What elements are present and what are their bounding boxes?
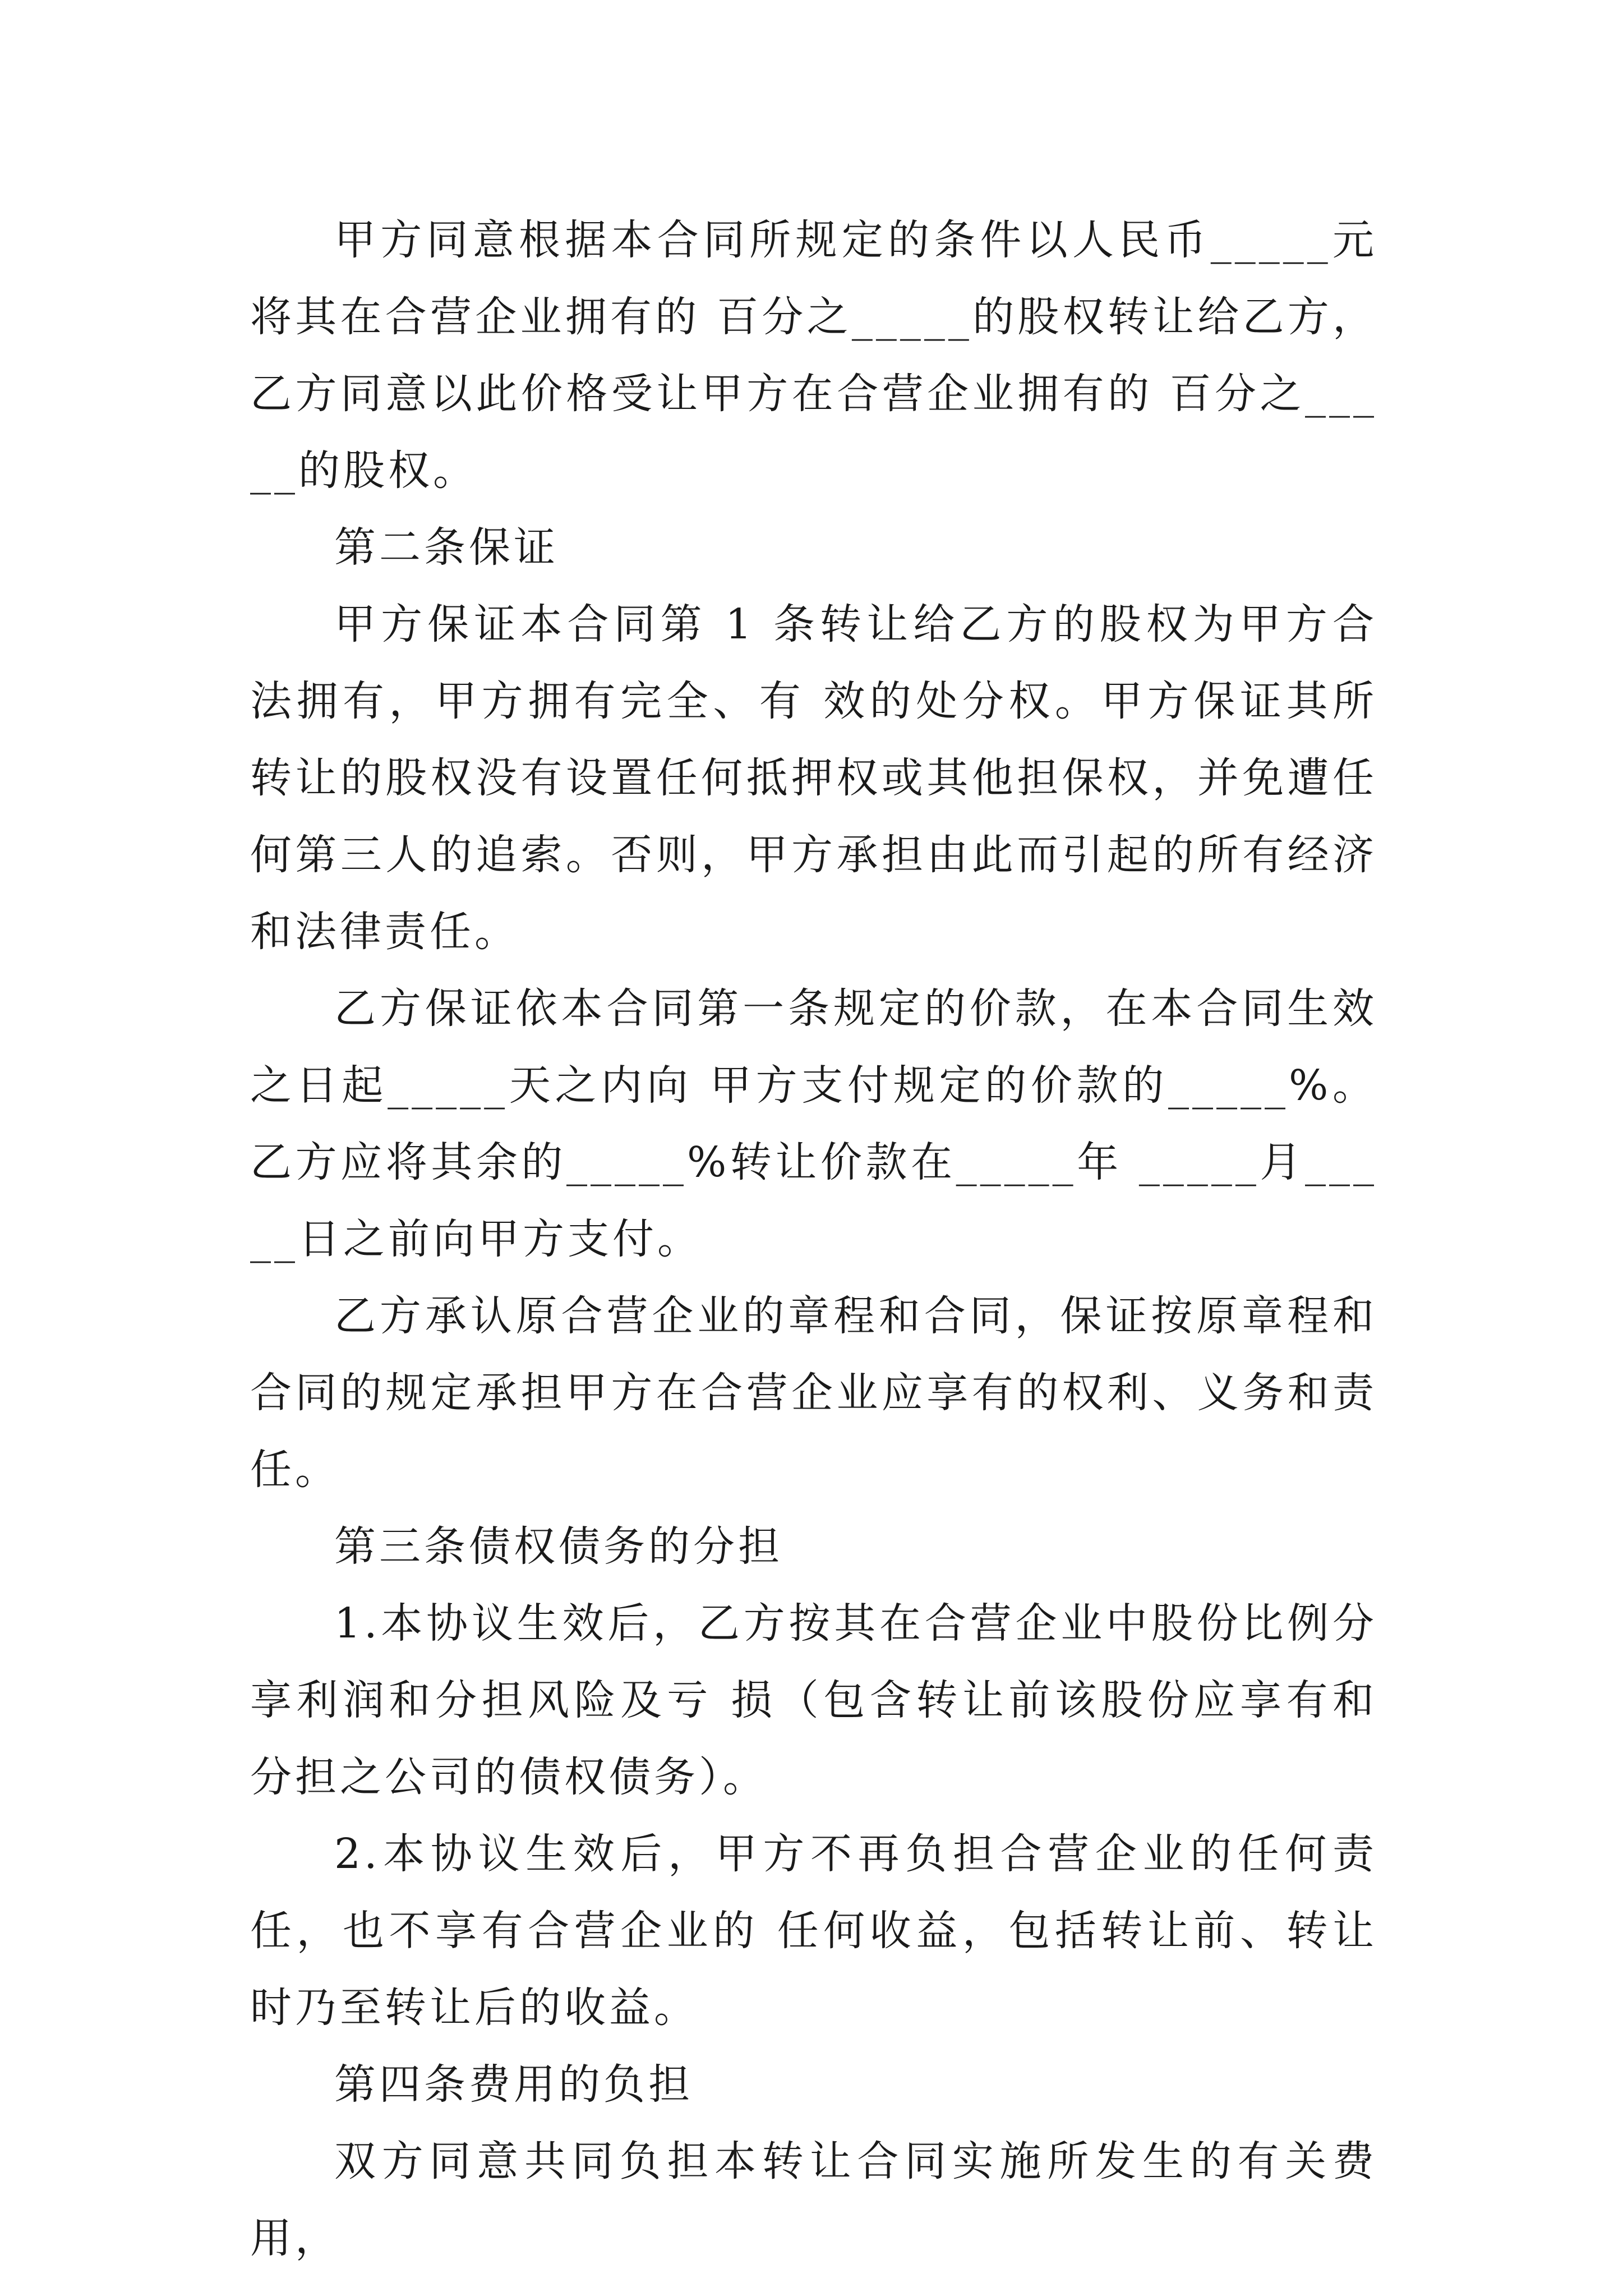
- paragraph-debts-item-2: 2.本协议生效后，甲方不再负担合营企业的任何责任，也不享有合营企业的 任何收益，包括转让前、转让时乃至转让后的收益。: [250, 1830, 1377, 2032]
- paragraph-party-b-acknowledgement: 乙方承认原合营企业的章程和合同，保证按原章程和合同的规定承担甲方在合营企业应享有的权利、义务和责任。: [250, 1292, 1377, 1494]
- section-heading-expenses: 第四条费用的负担: [334, 2060, 693, 2109]
- paragraph-expenses: 双方同意共同负担本转让合同实施所发生的有关费用，: [250, 2137, 1377, 2262]
- paragraph-debts-item-1: 1.本协议生效后，乙方按其在合营企业中股份比例分享利润和分担风险及亏 损（包含转让前该股份应享有和分担之公司的债权债务）。: [250, 1599, 1377, 1801]
- paragraph-price-and-share: 甲方同意根据本合同所规定的条件以人民币_____元将其在合营企业拥有的 百分之_____的股权转让给乙方，乙方同意以此价格受让甲方在合营企业拥有的 百分之_____的股权。: [250, 216, 1377, 495]
- paragraph-party-b-payment: 乙方保证依本合同第一条规定的价款，在本合同生效之日起_____天之内向 甲方支付规定的价款的_____%。乙方应将其余的_____%转让价款在_____年 _____月_____日之前向甲方支付。: [250, 984, 1377, 1263]
- section-heading-debts: 第三条债权债务的分担: [334, 1522, 783, 1571]
- paragraph-party-a-guarantee: 甲方保证本合同第 1 条转让给乙方的股权为甲方合法拥有，甲方拥有完全、有 效的处分权。甲方保证其所转让的股权没有设置任何抵押权或其他担保权，并免遭任何第三人的追索。否则，甲方承担由此而引起的所有经济和法律责任。: [250, 600, 1377, 956]
- section-heading-guarantee: 第二条保证: [334, 523, 559, 572]
- document-body: [250, 202, 1377, 2277]
